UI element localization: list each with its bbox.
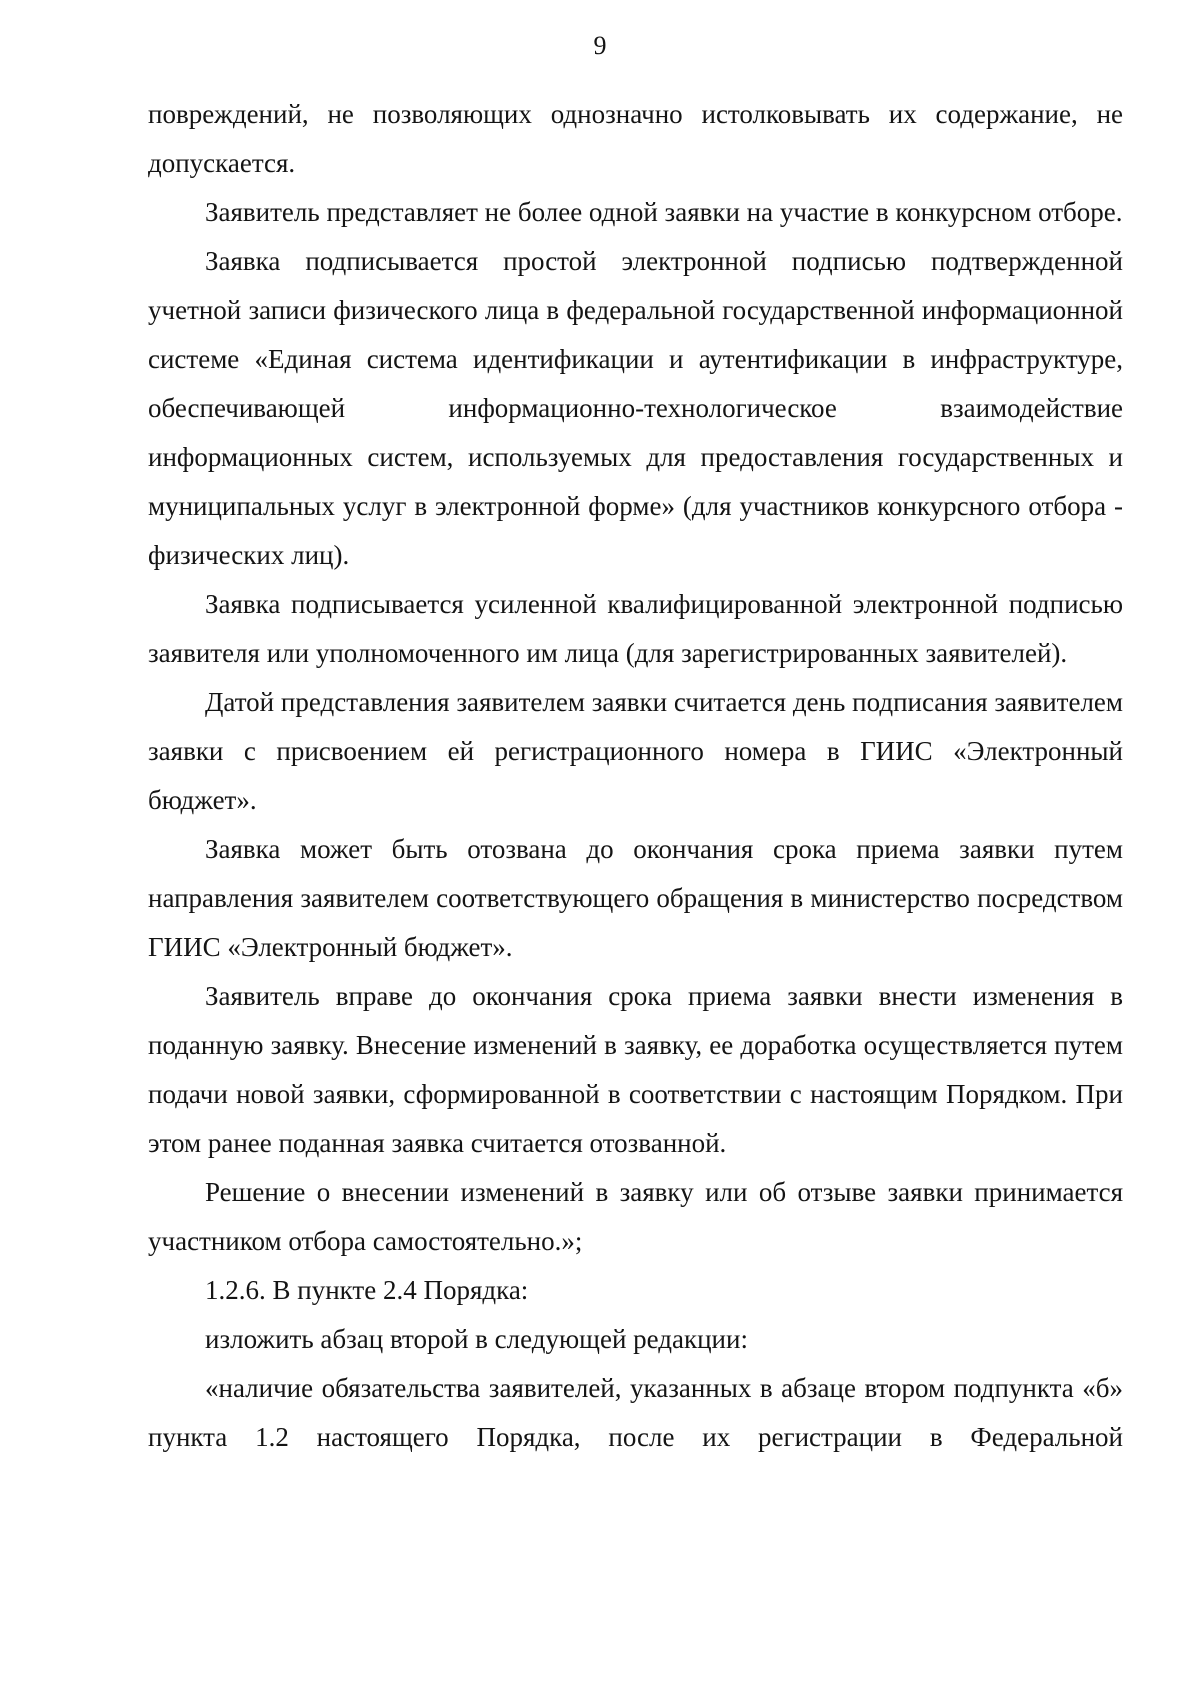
paragraph: «наличие обязательства заявителей, указанных в абзаце втором подпункта «б» пункта 1.2 настоящего Порядка, после их регистрации в Федеральной — [148, 1373, 1123, 1452]
paragraph: Датой представления заявителем заявки считается день подписания заявителем заявки с присвоением ей регистрационного номера в ГИИС «Электронный бюджет». — [148, 687, 1123, 815]
paragraph: 1.2.6. В пункте 2.4 Порядка: — [205, 1275, 529, 1305]
paragraph: Заявка подписывается усиленной квалифицированной электронной подписью заявителя или уполномоченного им лица (для зарегистрированных заявителей). — [148, 589, 1123, 668]
document-body — [148, 90, 1123, 1462]
paragraph: Заявка подписывается простой электронной подписью подтвержденной учетной записи физического лица в федеральной государственной информационной системе «Единая система идентификации и аутентификации в инфраструктуре, обеспечивающей информационно-технологическое взаимодействие информационных систем, используемых для предоставления государственных и муниципальных услуг в электронной форме» (для участников конкурсного отбора - физических лиц). — [148, 246, 1123, 570]
paragraph: Заявитель вправе до окончания срока приема заявки внести изменения в поданную заявку. Внесение изменений в заявку, ее доработка осуществляется путем подачи новой заявки, сформированной в соответствии с настоящим Порядком. При этом ранее поданная заявка считается отозванной. — [148, 981, 1123, 1158]
page-number: 9 — [593, 31, 607, 60]
paragraph: повреждений, не позволяющих однозначно истолковывать их содержание, не допускается. — [148, 99, 1123, 178]
paragraph: Решение о внесении изменений в заявку или об отзыве заявки принимается участником отбора самостоятельно.»; — [148, 1177, 1123, 1256]
paragraph: Заявка может быть отозвана до окончания срока приема заявки путем направления заявителем соответствующего обращения в министерство посредством ГИИС «Электронный бюджет». — [148, 834, 1123, 962]
paragraph: изложить абзац второй в следующей редакции: — [205, 1324, 748, 1354]
paragraph: Заявитель представляет не более одной заявки на участие в конкурсном отборе. — [205, 197, 1123, 227]
